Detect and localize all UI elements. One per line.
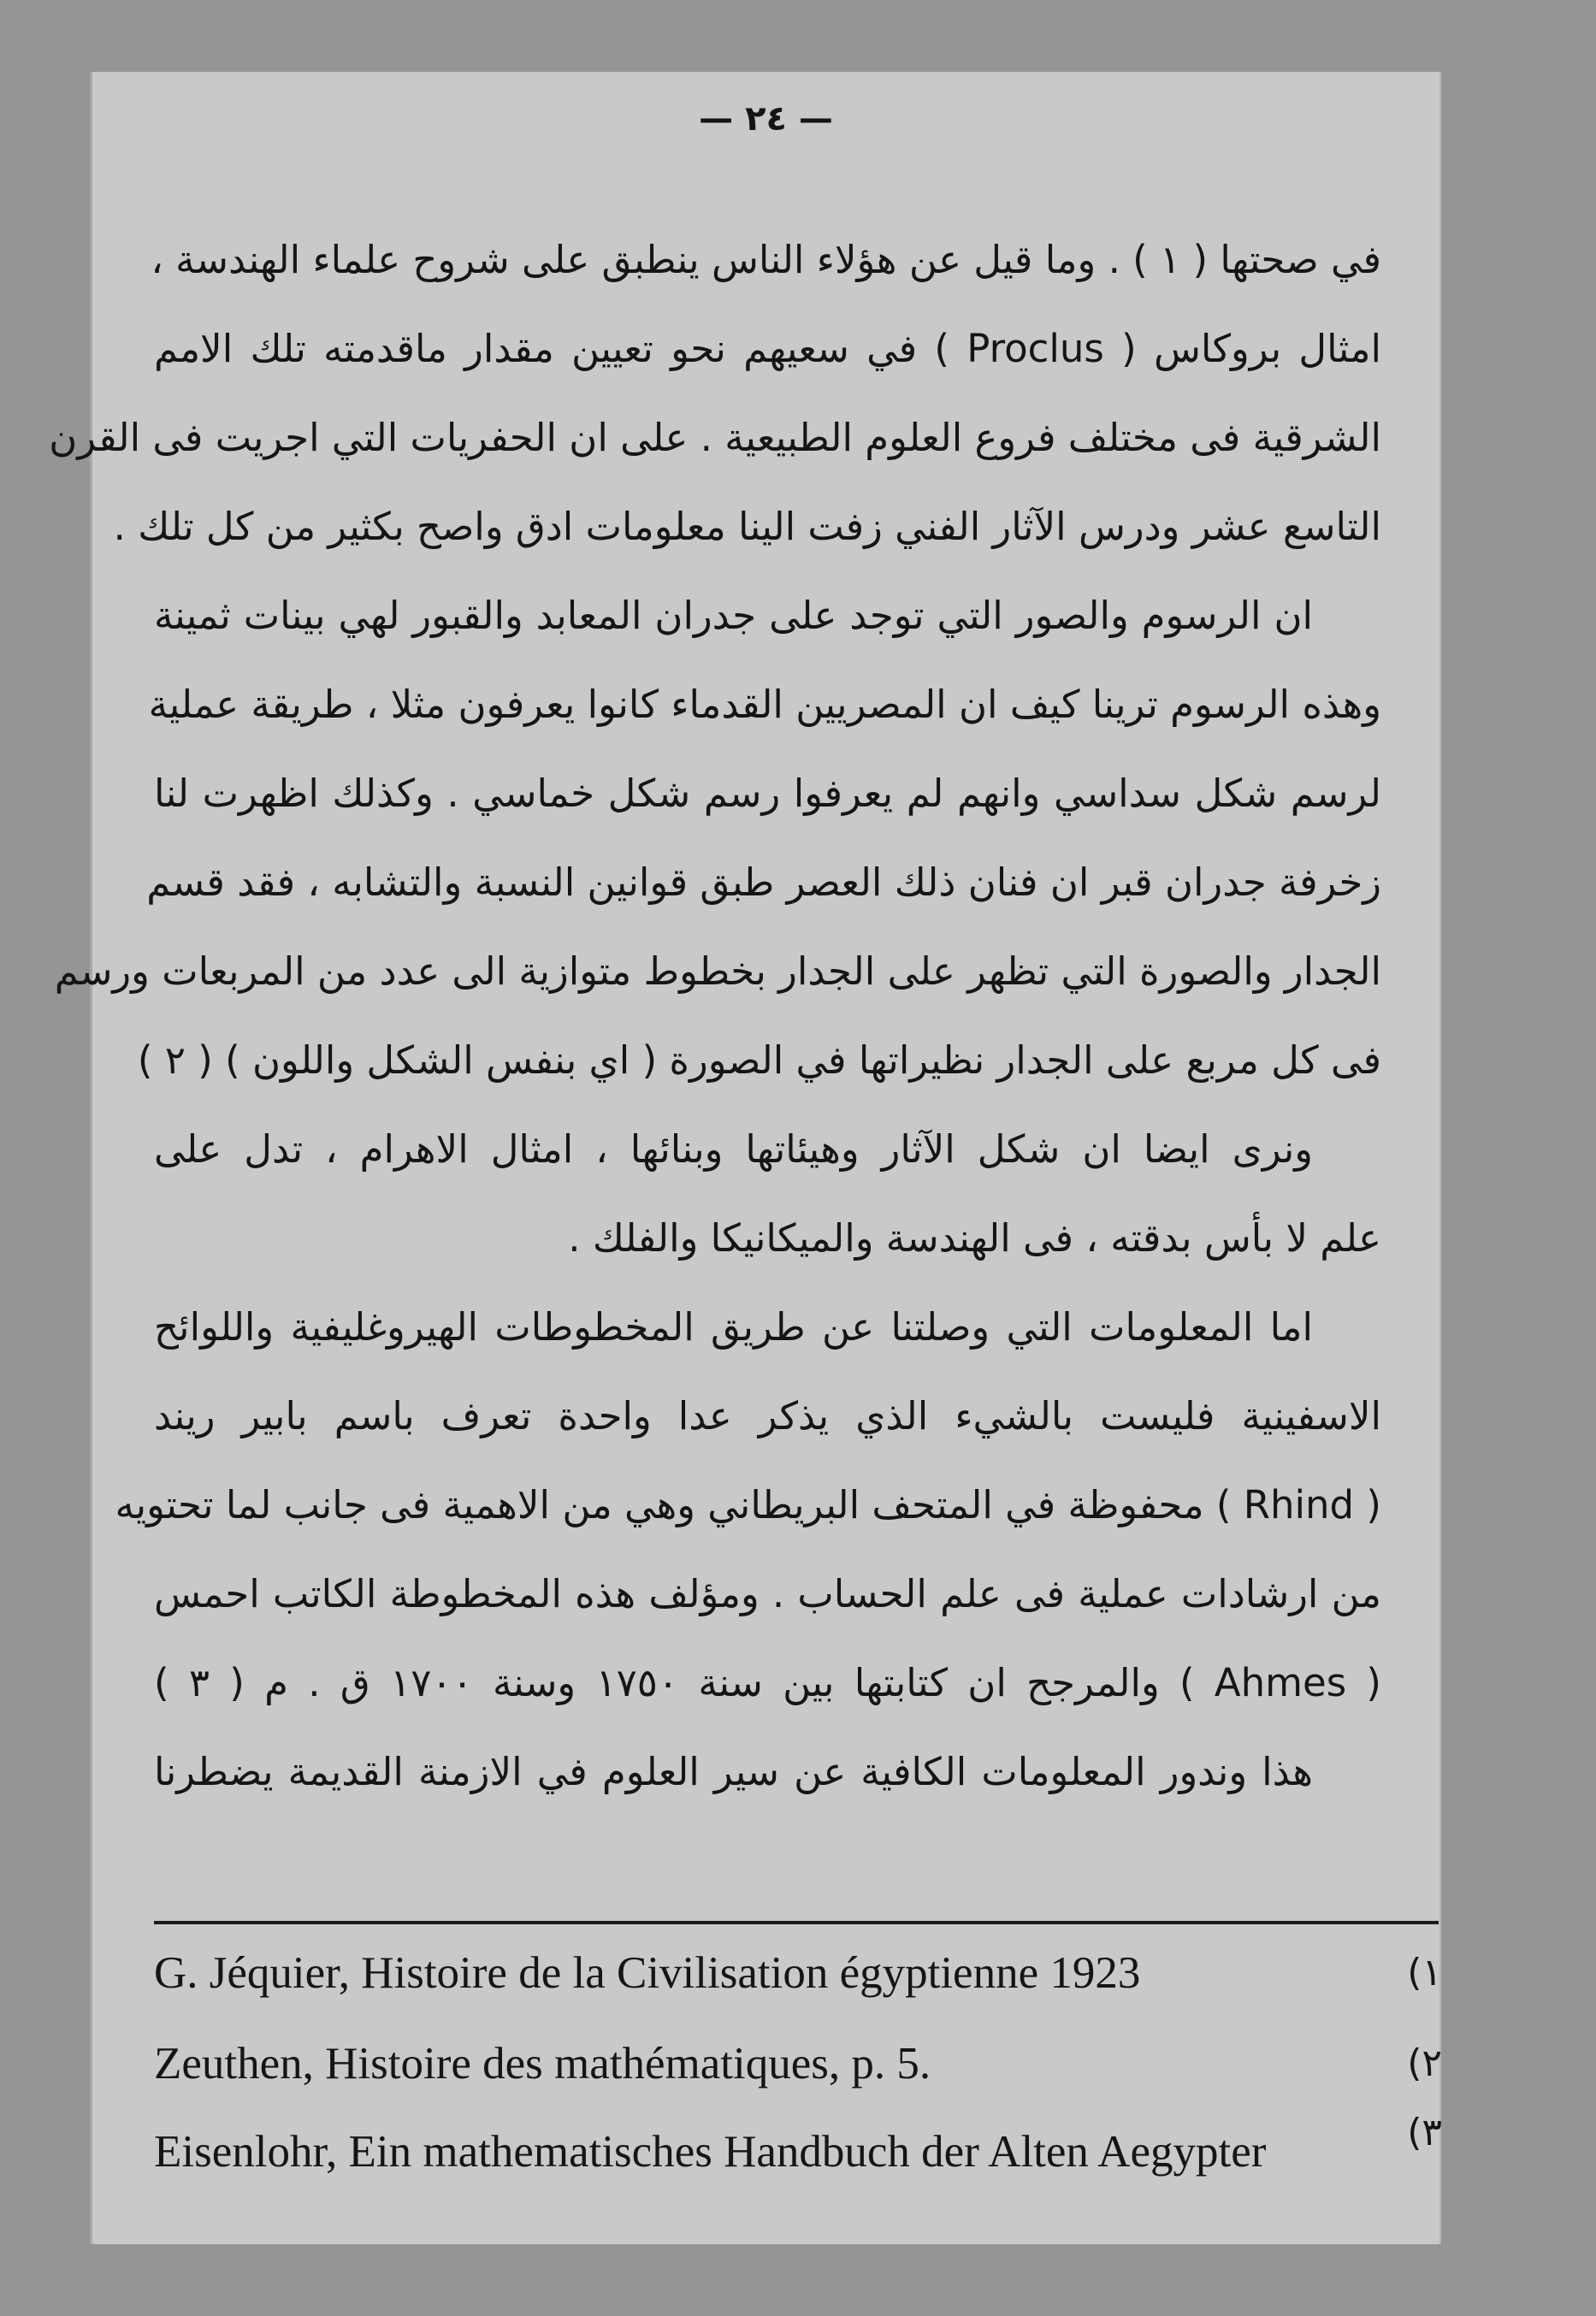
footnote-divider <box>154 1921 1439 1924</box>
footnote-number: (٣ <box>1407 2111 1442 2154</box>
body-text <box>49 216 1381 1817</box>
footnote-text: Zeuthen, Histoire des mathématiques, p. 5. <box>154 2039 931 2089</box>
text-line: ( Rhind ) محفوظة في المتحف البريطاني وهي من الاهمية فى جانب لما تحتويه <box>115 1482 1381 1527</box>
book-page <box>49 72 1442 2244</box>
paragraph-start-line: ان الرسوم والصور التي توجد على جدران المعابد والقبور لهي بينات ثمينة <box>154 593 1313 638</box>
text-line: من ارشادات عملية فى علم الحساب . ومؤلف هذه المخطوطة الكاتب احمس <box>154 1571 1381 1616</box>
footnotes <box>154 1928 1442 2177</box>
footnote-2 <box>154 2018 1442 2109</box>
footnote-text: Eisenlohr, Ein mathematisches Handbuch der Alten Aegypter <box>154 2127 1267 2177</box>
footnote-text: G. Jéquier, Histoire de la Civilisation égyptienne 1923 <box>154 1948 1141 1998</box>
text-line: في صحتها ( ١ ) . وما قيل عن هؤلاء الناس ينطبق على شروح علماء الهندسة ، <box>151 237 1381 282</box>
footnote-number: (١ <box>1407 1951 1442 1994</box>
text-line: لرسم شكل سداسي وانهم لم يعرفوا رسم شكل خماسي . وكذلك اظهرت لنا <box>154 771 1381 816</box>
text-line: الشرقية فى مختلف فروع العلوم الطبيعية . على ان الحفريات التي اجريت فى القرن <box>49 415 1381 460</box>
footnote-1 <box>154 1928 1442 2018</box>
footnote-number: (٢ <box>1407 2041 1442 2085</box>
paragraph-start-line: هذا وندور المعلومات الكافية عن سير العلوم في الازمنة القديمة يضطرنا <box>154 1749 1313 1794</box>
text-line: التاسع عشر ودرس الآثار الفني زفت الينا معلومات ادق واصح بكثير من كل تلك . <box>113 504 1381 549</box>
text-line: فى كل مربع على الجدار نظيراتها في الصورة ( اي بنفس الشكل واللون ) ( ٢ ) <box>137 1037 1381 1083</box>
text-line: ( Ahmes ) والمرجح ان كتابتها بين سنة ١٧٥٠ وسنة ١٧٠٠ ق . م ( ٣ ) <box>154 1660 1381 1705</box>
text-line: الجدار والصورة التي تظهر على الجدار بخطوط متوازية الى عدد من المربعات ورسم <box>54 948 1381 994</box>
text-line: علم لا بأس بدقته ، فى الهندسة والميكانيكا والفلك . <box>568 1215 1381 1261</box>
text-line: وهذه الرسوم ترينا كيف ان المصريين القدماء كانوا يعرفون مثلا ، طريقة عملية <box>148 682 1381 727</box>
paragraph-start-line: ونرى ايضا ان شكل الآثار وهيئاتها وبنائها ، امثال الاهرام ، تدل على <box>154 1126 1313 1172</box>
text-line: امثال بروكاس ( Proclus ) في سعيهم نحو تعيين مقدار ماقدمته تلك الامم <box>154 326 1381 371</box>
page-number: — ٢٤ — <box>699 99 833 139</box>
text-line: الاسفينية فليست بالشيء الذي يذكر عدا واحدة تعرف باسم بابير ريند <box>154 1393 1381 1439</box>
footnote-3 <box>154 2109 1442 2177</box>
paragraph-start-line: اما المعلومات التي وصلتنا عن طريق المخطوطات الهيروغليفية واللوائح <box>154 1304 1313 1350</box>
text-line: زخرفة جدران قبر ان فنان ذلك العصر طبق قوانين النسبة والتشابه ، فقد قسم <box>146 860 1381 905</box>
